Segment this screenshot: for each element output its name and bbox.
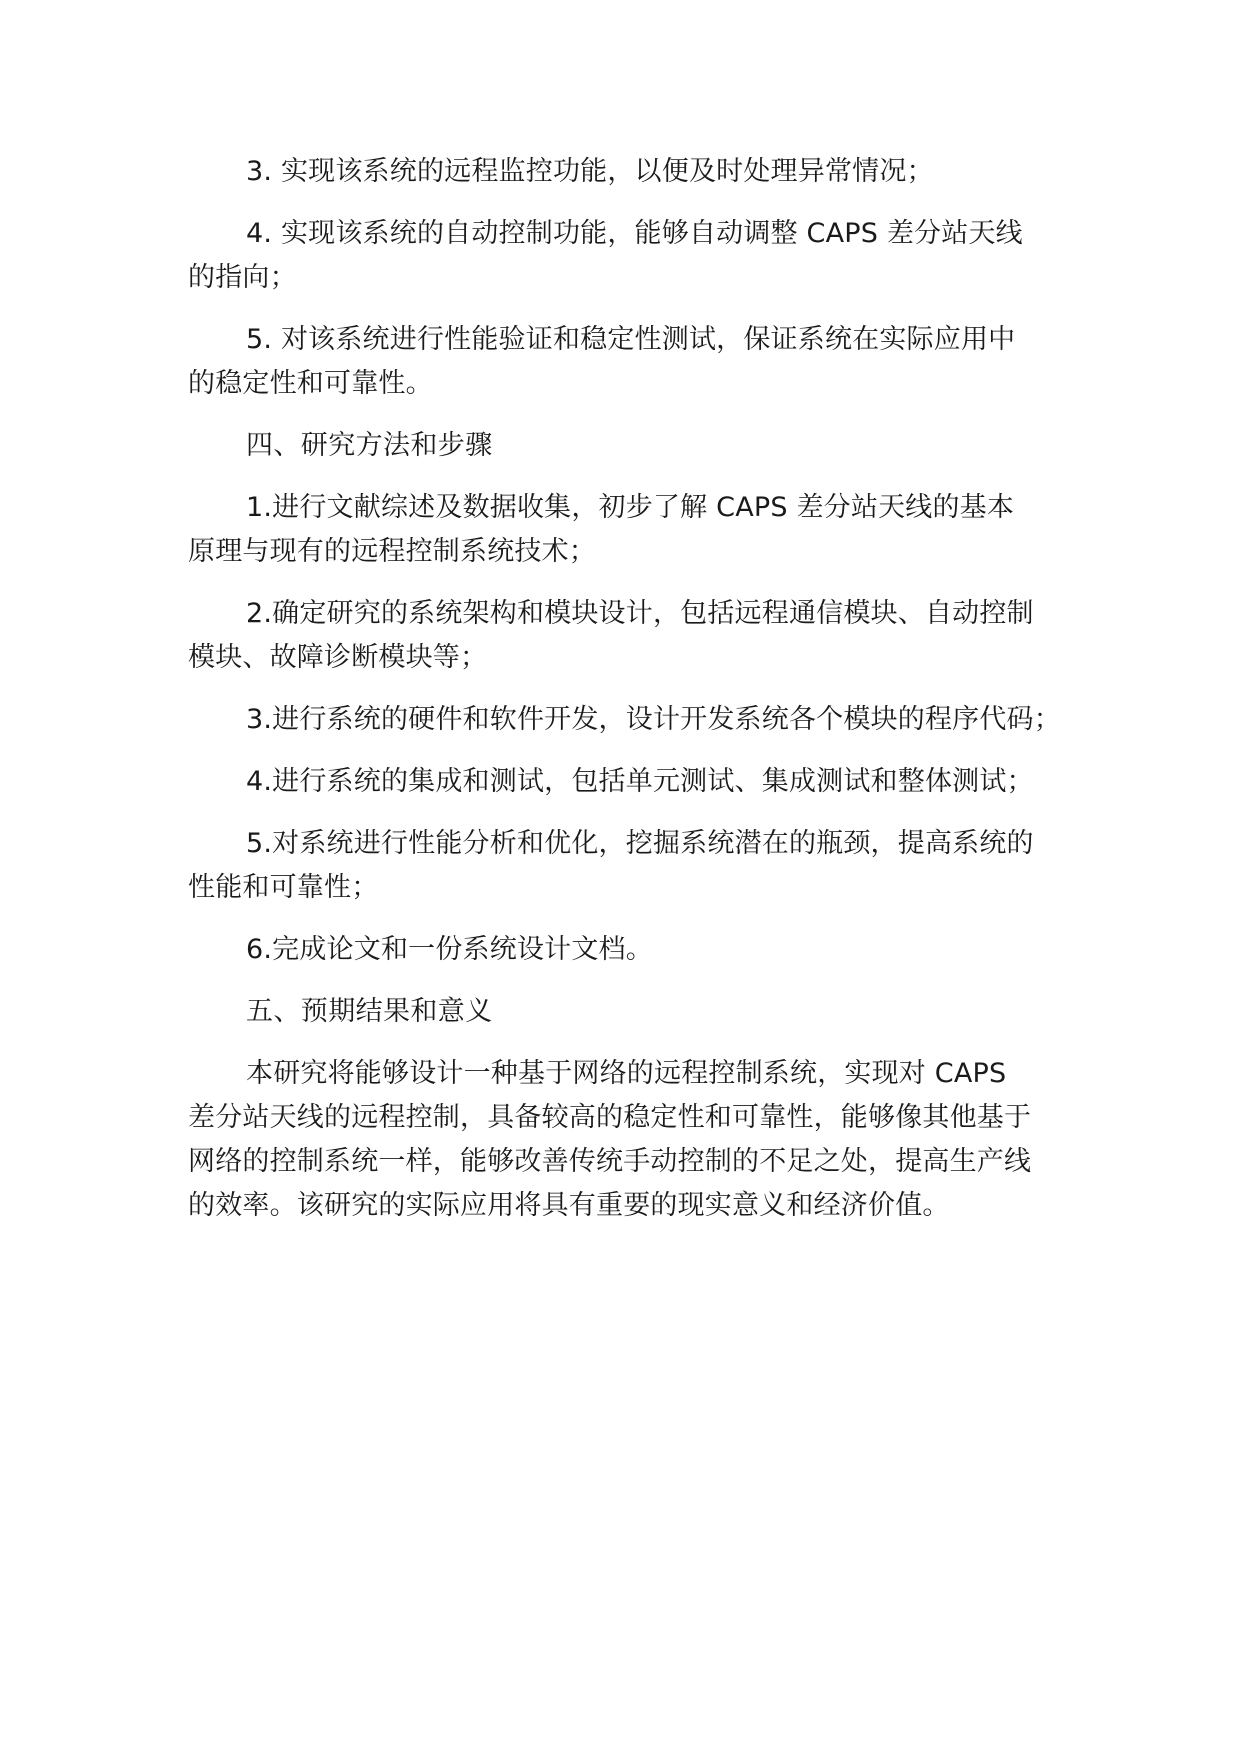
step-3-paragraph: 3.进行系统的硬件和软件开发，设计开发系统各个模块的程序代码；	[246, 704, 1061, 735]
step-2-paragraph: 2.确定研究的系统架构和模块设计，包括远程通信模块、自动控制模块、故障诊断模块等；	[188, 598, 1034, 673]
step-1-paragraph: 1.进行文献综述及数据收集，初步了解 CAPS 差分站天线的基本原理与现有的远程控制系统技术；	[188, 492, 1015, 567]
section-heading-expected-results: 五、预期结果和意义	[246, 996, 493, 1027]
goal-3-paragraph: 3. 实现该系统的远程监控功能，以便及时处理异常情况；	[246, 156, 934, 187]
conclusion-paragraph: 本研究将能够设计一种基于网络的远程控制系统，实现对 CAPS 差分站天线的远程控制，具备较高的稳定性和可靠性，能够像其他基于网络的控制系统一样，能够改善传统手动控制的不足之处，提高生产线的效率。该研究的实际应用将具有重要的现实意义和经济价值。	[188, 1058, 1032, 1221]
step-4-paragraph: 4.进行系统的集成和测试，包括单元测试、集成测试和整体测试；	[246, 766, 1034, 797]
goal-5-paragraph: 5. 对该系统进行性能验证和稳定性测试，保证系统在实际应用中的稳定性和可靠性。	[188, 324, 1016, 399]
section-heading-methods: 四、研究方法和步骤	[246, 430, 493, 461]
step-5-paragraph: 5.对系统进行性能分析和优化，挖掘系统潜在的瓶颈，提高系统的性能和可靠性；	[188, 828, 1034, 903]
goal-4-paragraph: 4. 实现该系统的自动控制功能，能够自动调整 CAPS 差分站天线的指向；	[188, 218, 1023, 293]
step-6-paragraph: 6.完成论文和一份系统设计文档。	[246, 934, 653, 965]
